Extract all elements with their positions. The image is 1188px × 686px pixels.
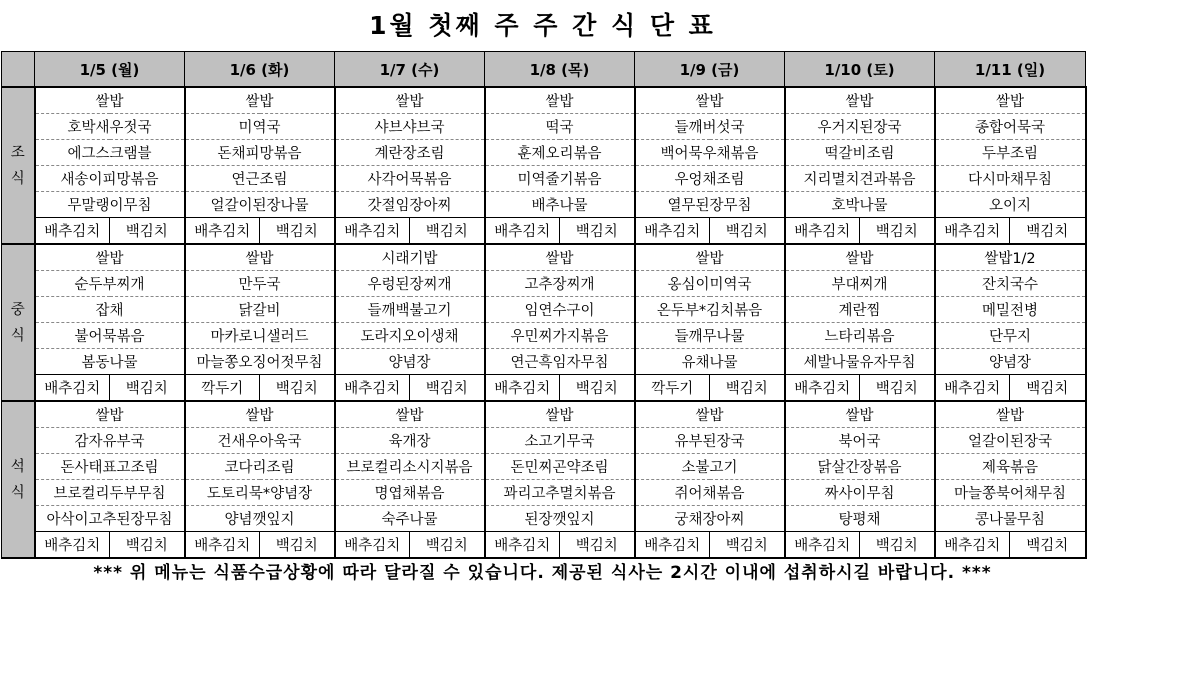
- menu-item: 얼갈이된장나물: [185, 192, 335, 218]
- kimchi-item: 백김치: [260, 532, 335, 559]
- menu-item: 탕평채: [785, 506, 935, 532]
- menu-item: 쌀밥: [35, 401, 185, 428]
- menu-item: 우민찌가지볶음: [485, 323, 635, 349]
- menu-item: 브로컬리두부무침: [35, 480, 185, 506]
- menu-item: 된장깻잎지: [485, 506, 635, 532]
- menu-item: 연근조림: [185, 166, 335, 192]
- menu-item: 쌀밥: [185, 87, 335, 114]
- menu-item: 단무지: [935, 323, 1086, 349]
- menu-item: 부대찌개: [785, 271, 935, 297]
- menu-item: 마늘쫑북어채무침: [935, 480, 1086, 506]
- menu-item: 샤브샤브국: [335, 114, 485, 140]
- kimchi-item: 백김치: [1010, 532, 1086, 559]
- menu-item: 도토리묵*양념장: [185, 480, 335, 506]
- menu-item: 브로컬리소시지볶음: [335, 454, 485, 480]
- menu-item: 계란찜: [785, 297, 935, 323]
- menu-item: 양념장: [935, 349, 1086, 375]
- menu-item: 돈사태표고조림: [35, 454, 185, 480]
- kimchi-item: 백김치: [860, 532, 935, 559]
- kimchi-item: 배추김치: [935, 532, 1010, 559]
- kimchi-item: 배추김치: [485, 218, 560, 245]
- menu-item: 쌀밥: [335, 401, 485, 428]
- menu-row: [2, 349, 1086, 375]
- menu-row: [2, 271, 1086, 297]
- menu-item: 다시마채무침: [935, 166, 1086, 192]
- menu-item: 들깨백불고기: [335, 297, 485, 323]
- menu-item: 양념장: [335, 349, 485, 375]
- meal-label: [2, 87, 35, 244]
- menu-item: 두부조림: [935, 140, 1086, 166]
- kimchi-item: 배추김치: [185, 532, 260, 559]
- menu-item: 감자유부국: [35, 428, 185, 454]
- menu-row: [2, 192, 1086, 218]
- menu-item: 쌀밥: [935, 87, 1086, 114]
- kimchi-item: 백김치: [560, 375, 635, 402]
- menu-item: 쌀밥: [635, 87, 785, 114]
- menu-item: 쌀밥: [335, 87, 485, 114]
- menu-item: 쌀밥1/2: [935, 244, 1086, 271]
- meal-label: [2, 401, 35, 558]
- menu-item: 명엽채볶음: [335, 480, 485, 506]
- menu-item: 에그스크램블: [35, 140, 185, 166]
- meal-label: [2, 244, 35, 401]
- menu-item: 쌀밥: [785, 244, 935, 271]
- menu-item: 우거지된장국: [785, 114, 935, 140]
- menu-item: 쌀밥: [185, 244, 335, 271]
- menu-item: 콩나물무침: [935, 506, 1086, 532]
- menu-item: 얼갈이된장국: [935, 428, 1086, 454]
- kimchi-row: [2, 375, 1086, 402]
- footer-notice: *** 위 메뉴는 식품수급상황에 따라 달라질 수 있습니다. 제공된 식사는 2시간 이내에 섭취하시길 바랍니다. ***: [93, 563, 992, 583]
- kimchi-item: 배추김치: [785, 532, 860, 559]
- menu-item: 지리멸치견과볶음: [785, 166, 935, 192]
- kimchi-item: 깍두기: [185, 375, 260, 402]
- menu-item: 쌀밥: [935, 401, 1086, 428]
- kimchi-item: 백김치: [560, 218, 635, 245]
- menu-item: 아삭이고추된장무침: [35, 506, 185, 532]
- kimchi-item: 백김치: [1010, 375, 1086, 402]
- menu-item: 쌀밥: [635, 401, 785, 428]
- menu-item: 쌀밥: [785, 401, 935, 428]
- menu-item: 짜사이무침: [785, 480, 935, 506]
- menu-item: 옹심이미역국: [635, 271, 785, 297]
- kimchi-item: 배추김치: [35, 532, 110, 559]
- kimchi-item: 배추김치: [485, 375, 560, 402]
- day-header: 1/10 (토): [785, 52, 935, 88]
- kimchi-item: 배추김치: [185, 218, 260, 245]
- kimchi-item: 배추김치: [35, 375, 110, 402]
- kimchi-item: 배추김치: [335, 218, 410, 245]
- menu-item: 새송이피망볶음: [35, 166, 185, 192]
- kimchi-item: 백김치: [260, 218, 335, 245]
- menu-item: 궁채장아찌: [635, 506, 785, 532]
- kimchi-row: [2, 532, 1086, 559]
- weekly-menu-table: [1, 51, 1087, 559]
- menu-item: 세발나물유자무침: [785, 349, 935, 375]
- kimchi-item: 배추김치: [935, 375, 1010, 402]
- kimchi-item: 백김치: [410, 375, 485, 402]
- kimchi-item: 배추김치: [335, 375, 410, 402]
- day-header: 1/11 (일): [935, 52, 1086, 88]
- menu-item: 온두부*김치볶음: [635, 297, 785, 323]
- menu-item: 연근흑임자무침: [485, 349, 635, 375]
- menu-item: 우엉채조림: [635, 166, 785, 192]
- menu-row: [2, 506, 1086, 532]
- meal-label-char: 식: [10, 170, 25, 187]
- menu-item: 무말랭이무침: [35, 192, 185, 218]
- meal-label-char: 조: [10, 144, 25, 161]
- menu-row: [2, 87, 1086, 114]
- kimchi-item: 백김치: [110, 375, 185, 402]
- day-header: 1/9 (금): [635, 52, 785, 88]
- menu-item: 쌀밥: [35, 244, 185, 271]
- kimchi-item: 배추김치: [35, 218, 110, 245]
- menu-item: 봄동나물: [35, 349, 185, 375]
- menu-item: 떡국: [485, 114, 635, 140]
- menu-item: 잔치국수: [935, 271, 1086, 297]
- menu-item: 미역줄기볶음: [485, 166, 635, 192]
- menu-item: 느타리볶음: [785, 323, 935, 349]
- menu-item: 쌀밥: [485, 401, 635, 428]
- menu-item: 떡갈비조림: [785, 140, 935, 166]
- menu-item: 북어국: [785, 428, 935, 454]
- menu-item: 유부된장국: [635, 428, 785, 454]
- menu-item: 제육볶음: [935, 454, 1086, 480]
- kimchi-item: 백김치: [410, 532, 485, 559]
- menu-row: [2, 323, 1086, 349]
- menu-row: [2, 244, 1086, 271]
- menu-row: [2, 166, 1086, 192]
- menu-row: [2, 401, 1086, 428]
- menu-item: 쌀밥: [785, 87, 935, 114]
- menu-row: [2, 428, 1086, 454]
- kimchi-item: 백김치: [260, 375, 335, 402]
- menu-item: 꽈리고추멸치볶음: [485, 480, 635, 506]
- kimchi-item: 배추김치: [485, 532, 560, 559]
- menu-item: 갓절임장아찌: [335, 192, 485, 218]
- menu-item: 쌀밥: [35, 87, 185, 114]
- menu-item: 백어묵우채볶음: [635, 140, 785, 166]
- day-header: 1/8 (목): [485, 52, 635, 88]
- kimchi-item: 백김치: [110, 218, 185, 245]
- kimchi-item: 배추김치: [635, 218, 710, 245]
- menu-item: 건새우아욱국: [185, 428, 335, 454]
- corner-cell: [2, 52, 35, 88]
- menu-item: 쥐어채볶음: [635, 480, 785, 506]
- menu-item: 돈민찌곤약조림: [485, 454, 635, 480]
- menu-item: 배추나물: [485, 192, 635, 218]
- menu-row: [2, 454, 1086, 480]
- menu-item: 숙주나물: [335, 506, 485, 532]
- menu-item: 쌀밥: [485, 87, 635, 114]
- menu-item: 마늘쫑오징어젓무침: [185, 349, 335, 375]
- menu-item: 유채나물: [635, 349, 785, 375]
- kimchi-item: 백김치: [710, 375, 785, 402]
- kimchi-item: 백김치: [860, 218, 935, 245]
- menu-item: 쌀밥: [635, 244, 785, 271]
- kimchi-item: 백김치: [710, 218, 785, 245]
- kimchi-item: 배추김치: [335, 532, 410, 559]
- kimchi-item: 백김치: [710, 532, 785, 559]
- day-header: 1/5 (월): [35, 52, 185, 88]
- kimchi-item: 백김치: [410, 218, 485, 245]
- menu-item: 쌀밥: [185, 401, 335, 428]
- menu-item: 코다리조림: [185, 454, 335, 480]
- menu-item: 닭살간장볶음: [785, 454, 935, 480]
- kimchi-item: 배추김치: [635, 532, 710, 559]
- menu-item: 닭갈비: [185, 297, 335, 323]
- menu-row: [2, 140, 1086, 166]
- kimchi-item: 백김치: [860, 375, 935, 402]
- menu-item: 열무된장무침: [635, 192, 785, 218]
- menu-item: 임연수구이: [485, 297, 635, 323]
- menu-item: 들깨무나물: [635, 323, 785, 349]
- menu-item: 불어묵볶음: [35, 323, 185, 349]
- menu-item: 소고기무국: [485, 428, 635, 454]
- day-header: 1/6 (화): [185, 52, 335, 88]
- menu-item: 호박새우젓국: [35, 114, 185, 140]
- day-header: 1/7 (수): [335, 52, 485, 88]
- menu-row: [2, 114, 1086, 140]
- meal-label-char: 식: [10, 327, 25, 344]
- menu-item: 호박나물: [785, 192, 935, 218]
- menu-item: 우렁된장찌개: [335, 271, 485, 297]
- menu-item: 고추장찌개: [485, 271, 635, 297]
- kimchi-item: 백김치: [560, 532, 635, 559]
- menu-item: 훈제오리볶음: [485, 140, 635, 166]
- menu-item: 돈채피망볶음: [185, 140, 335, 166]
- page-title: 1월 첫째 주 주 간 식 단 표: [369, 11, 716, 40]
- menu-item: 메밀전병: [935, 297, 1086, 323]
- kimchi-item: 깍두기: [635, 375, 710, 402]
- meal-label-char: 석: [10, 458, 25, 475]
- kimchi-item: 배추김치: [785, 375, 860, 402]
- kimchi-item: 배추김치: [785, 218, 860, 245]
- menu-item: 소불고기: [635, 454, 785, 480]
- menu-item: 만두국: [185, 271, 335, 297]
- menu-item: 쌀밥: [485, 244, 635, 271]
- menu-item: 마카로니샐러드: [185, 323, 335, 349]
- menu-item: 육개장: [335, 428, 485, 454]
- kimchi-item: 배추김치: [935, 218, 1010, 245]
- menu-item: 시래기밥: [335, 244, 485, 271]
- day-header-row: [2, 52, 1086, 88]
- meal-label-char: 중: [10, 301, 25, 318]
- menu-item: 순두부찌개: [35, 271, 185, 297]
- kimchi-row: [2, 218, 1086, 245]
- kimchi-item: 백김치: [110, 532, 185, 559]
- menu-item: 잡채: [35, 297, 185, 323]
- menu-item: 오이지: [935, 192, 1086, 218]
- menu-item: 종합어묵국: [935, 114, 1086, 140]
- menu-row: [2, 297, 1086, 323]
- menu-row: [2, 480, 1086, 506]
- menu-item: 사각어묵볶음: [335, 166, 485, 192]
- menu-item: 미역국: [185, 114, 335, 140]
- meal-label-char: 식: [10, 484, 25, 501]
- kimchi-item: 백김치: [1010, 218, 1086, 245]
- menu-item: 양념깻잎지: [185, 506, 335, 532]
- menu-item: 도라지오이생채: [335, 323, 485, 349]
- menu-item: 들깨버섯국: [635, 114, 785, 140]
- menu-item: 계란장조림: [335, 140, 485, 166]
